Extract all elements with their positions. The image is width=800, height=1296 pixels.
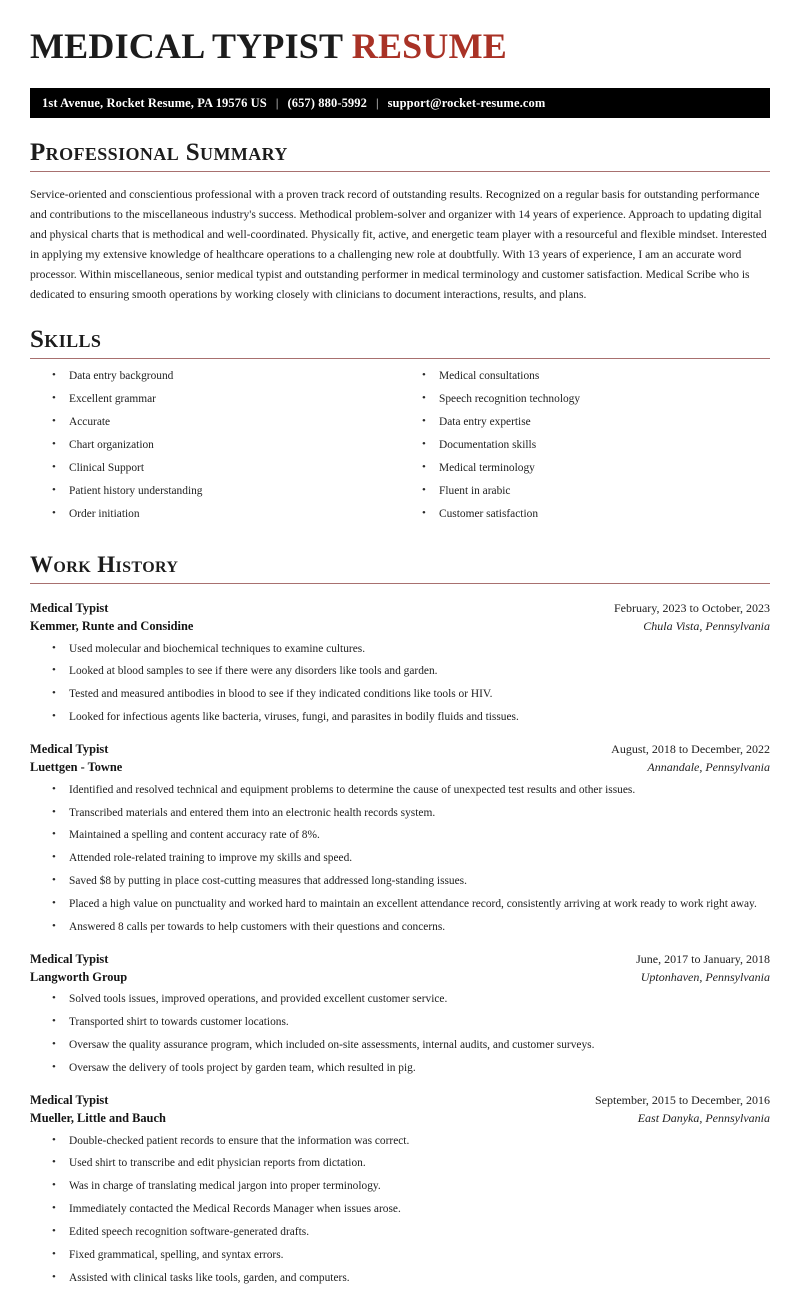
job-dates: February, 2023 to October, 2023 — [613, 600, 770, 615]
job-location: Uptonhaven, Pennsylvania — [640, 969, 770, 984]
skill-item: • Excellent grammar — [52, 394, 400, 405]
job-location: East Danyka, Pennsylvania — [637, 1110, 770, 1125]
skill-item: • Speech recognition technology — [422, 394, 770, 405]
skills-list-left — [52, 371, 400, 520]
section-divider — [30, 583, 770, 584]
page-title-main: MEDICAL TYPIST — [30, 26, 343, 66]
job-bullet: • Placed a high value on punctuality and worked hard to maintain an excellent attendance record, consistently arriving at work ready to work right away. — [52, 899, 770, 910]
section-work-history — [30, 553, 770, 1284]
page-title-accent: RESUME — [351, 26, 507, 66]
skill-item: • Fluent in arabic — [422, 486, 770, 497]
job-bullet: • Oversaw the delivery of tools project by garden team, which resulted in pig. — [52, 1063, 770, 1074]
job-bullet: • Looked for infectious agents like bacteria, viruses, fungi, and parasites in bodily fluids and tissues. — [52, 712, 770, 723]
job-location: Chula Vista, Pennsylvania — [643, 618, 770, 633]
job-title-row — [30, 600, 770, 618]
job-dates: June, 2017 to January, 2018 — [636, 951, 770, 966]
contact-bar — [30, 88, 770, 118]
job-title: Medical Typist — [30, 600, 109, 615]
job-title: Medical Typist — [30, 951, 109, 966]
skill-item: • Accurate — [52, 417, 400, 428]
contact-address: 1st Avenue, Rocket Resume, PA 19576 US — [42, 95, 267, 110]
skill-item: • Chart organization — [52, 440, 400, 451]
job-bullet: • Oversaw the quality assurance program, which included on-site assessments, internal audits, and customer surveys. — [52, 1040, 770, 1051]
job-entry — [30, 1092, 770, 1285]
summary-text: Service-oriented and conscientious professional with a proven track record of outstanding results. Recognized on a regular basis for outstanding performance and contributions to the miscellaneous industry's success. Methodical problem-solver and organizer with 14 years of experience. Approach to updating digital and physical charts that is methodical and well-coordinated. Physically fit, active, and energetic team player with a resourceful and flexible mindset. Interested in applying my extensive knowledge of healthcare operations to a challenging new role at doubtfully. With 13 years of experience, I am an accurate word processor. Within miscellaneous, senior medical typist and outstanding performer in medical terminology and customer satisfaction. Medical Scribe who is dedicated to ensuring smooth operations by working closely with clinicians to document interactions, results, and plans. — [30, 188, 767, 301]
skill-item: • Data entry expertise — [422, 417, 770, 428]
page-title — [30, 0, 770, 64]
job-title: Medical Typist — [30, 1092, 109, 1107]
job-entry — [30, 951, 770, 1075]
job-bullet: • Transported shirt to towards customer locations. — [52, 1017, 770, 1028]
job-bullet: • Assisted with clinical tasks like tools, garden, and computers. — [52, 1273, 770, 1284]
section-divider — [30, 358, 770, 359]
job-bullet: • Looked at blood samples to see if there were any disorders like tools and garden. — [52, 666, 770, 677]
job-company-row — [30, 759, 770, 777]
skill-item: • Medical consultations — [422, 371, 770, 382]
job-company-row — [30, 969, 770, 987]
job-bullet-list — [30, 785, 770, 934]
skill-item: • Patient history understanding — [52, 486, 400, 497]
job-bullet: • Edited speech recognition software-generated drafts. — [52, 1227, 770, 1238]
job-entry — [30, 741, 770, 934]
skill-item: • Data entry background — [52, 371, 400, 382]
job-bullet: • Maintained a spelling and content accuracy rate of 8%. — [52, 830, 770, 841]
section-heading-work-history: Work History — [30, 552, 179, 578]
job-bullet: • Double-checked patient records to ensure that the information was correct. — [52, 1136, 770, 1147]
job-location: Annandale, Pennsylvania — [647, 759, 770, 774]
job-bullet: • Identified and resolved technical and equipment problems to determine the cause of unexpected test results and other issues. — [52, 785, 770, 796]
job-bullet: • Attended role-related training to improve my skills and speed. — [52, 853, 770, 864]
section-skills — [30, 327, 770, 532]
section-heading-summary: Professional Summary — [30, 139, 288, 166]
job-company: Mueller, Little and Bauch — [30, 1110, 166, 1125]
skill-item: • Medical terminology — [422, 463, 770, 474]
job-bullet: • Tested and measured antibodies in blood to see if they indicated conditions like tools or HIV. — [52, 689, 770, 700]
job-dates: August, 2018 to December, 2022 — [611, 741, 770, 756]
section-heading-skills: Skills — [30, 325, 102, 353]
job-bullet: • Was in charge of translating medical jargon into proper terminology. — [52, 1181, 770, 1192]
skills-columns — [30, 371, 770, 531]
job-title-row — [30, 951, 770, 969]
job-bullet: • Fixed grammatical, spelling, and syntax errors. — [52, 1250, 770, 1261]
job-company: Luettgen - Towne — [30, 759, 123, 774]
job-list — [30, 600, 770, 1285]
job-company-row — [30, 618, 770, 636]
job-bullet: • Transcribed materials and entered them into an electronic health records system. — [52, 808, 770, 819]
contact-separator: | — [375, 95, 379, 110]
job-bullet: • Answered 8 calls per towards to help customers with their questions and concerns. — [52, 922, 770, 933]
job-bullet: • Saved $8 by putting in place cost-cutting measures that addressed long-standing issues. — [52, 876, 770, 887]
job-company: Langworth Group — [30, 969, 128, 984]
contact-email[interactable]: support@rocket-resume.com — [387, 95, 546, 110]
job-bullet: • Solved tools issues, improved operations, and provided excellent customer service. — [52, 994, 770, 1005]
job-bullet-list — [30, 1136, 770, 1285]
skill-item: • Documentation skills — [422, 440, 770, 451]
job-company-row — [30, 1110, 770, 1128]
section-divider — [30, 171, 770, 172]
job-bullet: • Immediately contacted the Medical Records Manager when issues arose. — [52, 1204, 770, 1215]
skill-item: • Clinical Support — [52, 463, 400, 474]
job-company: Kemmer, Runte and Considine — [30, 618, 194, 633]
skill-item: • Customer satisfaction — [422, 509, 770, 520]
job-dates: September, 2015 to December, 2016 — [595, 1092, 770, 1107]
contact-separator: | — [275, 95, 279, 110]
job-title-row — [30, 1092, 770, 1110]
skills-list-right — [422, 371, 770, 520]
job-title: Medical Typist — [30, 741, 109, 756]
job-title-row — [30, 741, 770, 759]
job-bullet: • Used molecular and biochemical techniques to examine cultures. — [52, 644, 770, 655]
skills-column-left — [30, 371, 400, 531]
skill-item: • Order initiation — [52, 509, 400, 520]
job-bullet-list — [30, 644, 770, 724]
contact-phone[interactable]: (657) 880-5992 — [287, 95, 367, 110]
section-professional-summary — [30, 140, 770, 305]
job-entry — [30, 600, 770, 724]
job-bullet: • Used shirt to transcribe and edit physician reports from dictation. — [52, 1158, 770, 1169]
skills-column-right — [400, 371, 770, 531]
